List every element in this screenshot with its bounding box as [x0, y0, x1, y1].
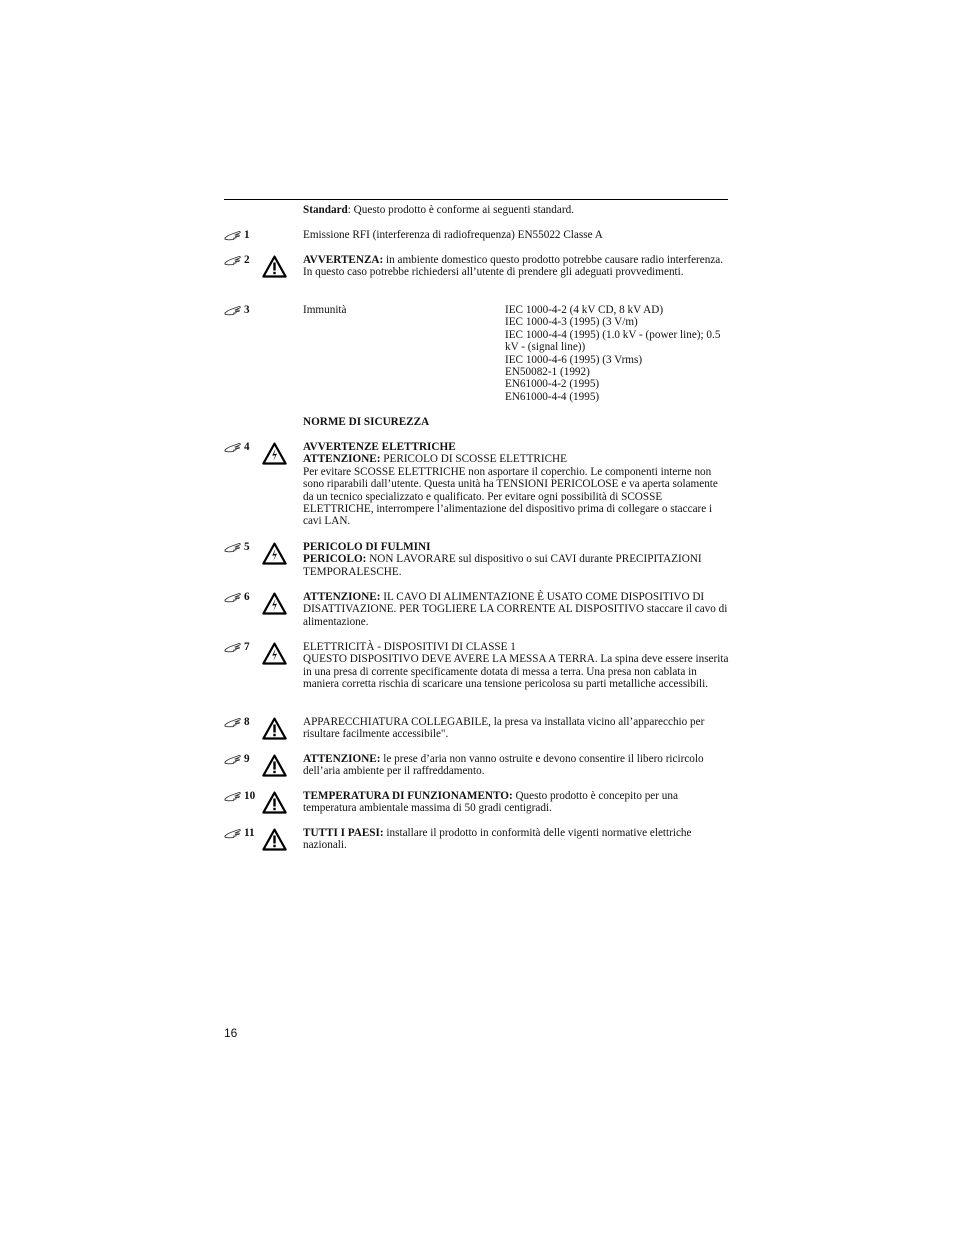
- standard-entry: EN61000-4-4 (1995): [505, 390, 600, 403]
- standards-intro: [224, 204, 730, 229]
- pointing-hand-icon: [224, 754, 241, 765]
- item-text: installare il prodotto in conformità delle vigenti normative elettriche nazionali.: [303, 827, 692, 852]
- item-text: Questo prodotto è concepito per una temperatura ambientale massima di 50 gradi centigradi.: [303, 790, 678, 815]
- list-item-2: [224, 254, 730, 304]
- list-item-6: [224, 591, 730, 641]
- list-item-5: [224, 541, 730, 591]
- item-text: Emissione RFI (interferenza di radiofrequenza) EN55022 Classe A: [303, 229, 603, 241]
- item-text: QUESTO DISPOSITIVO DEVE AVERE LA MESSA A TERRA. La spina deve essere inserita in una presa di corrente specificamente dotata di messa a terra. Una presa non cablata in maniera corretta rischia di scaricare una tensione pericolosa su parti metalliche accessibili.: [303, 653, 729, 691]
- section-heading: NORME DI SICUREZZA: [303, 416, 430, 428]
- item-subtitle: PERICOLO DI SCOSSE ELETTRICHE: [380, 453, 567, 466]
- list-item-11: [224, 827, 730, 864]
- list-item-7: [224, 641, 730, 716]
- item-title: ELETTRICITÀ - DISPOSITIVI DI CLASSE 1: [303, 641, 516, 653]
- list-item-8: [224, 716, 730, 753]
- pointing-hand-icon: [224, 828, 241, 839]
- item-text: APPARECCHIATURA COLLEGABILE, la presa va installata vicino all’apparecchio per risultare facilmente accessibile".: [303, 716, 705, 741]
- document-body: [224, 204, 730, 864]
- pointing-hand-icon: [224, 255, 241, 266]
- list-item-9: [224, 753, 730, 790]
- item-number: 9: [224, 753, 250, 765]
- warning-label: PERICOLO:: [303, 553, 367, 566]
- pointing-hand-icon: [224, 717, 241, 728]
- warning-label: AVVERTENZA:: [303, 254, 384, 266]
- pointing-hand-icon: [224, 642, 241, 653]
- electric-shock-warning-icon: [262, 642, 287, 665]
- safety-heading-row: [224, 416, 730, 441]
- item-text: NON LAVORARE sul dispositivo o sui CAVI durante PRECIPITAZIONI TEMPORALESCHE.: [303, 553, 702, 578]
- standard-entry: EN50082-1 (1992): [505, 366, 590, 379]
- standard-entry: IEC 1000-4-6 (1995) (3 Vrms): [505, 353, 643, 366]
- exclamation-warning-icon: [262, 791, 287, 814]
- item-number: 11: [224, 827, 255, 839]
- immunity-label: Immunità: [303, 304, 347, 316]
- page-number: 16: [224, 1026, 238, 1040]
- item-number: 7: [224, 641, 250, 653]
- standard-entry: IEC 1000-4-2 (4 kV CD, 8 kV AD): [505, 304, 664, 316]
- item-title: AVVERTENZE ELETTRICHE: [303, 441, 456, 453]
- list-item-3: [224, 304, 730, 416]
- item-text: IL CAVO DI ALIMENTAZIONE È USATO COME DISPOSITIVO DI DISATTIVAZIONE. PER TOGLIERE LA CORRENTE AL DISPOSITIVO staccare il cavo di alimentazione.: [303, 591, 728, 628]
- warning-label: TEMPERATURA DI FUNZIONAMENTO:: [303, 790, 513, 802]
- list-item-10: [224, 790, 730, 827]
- standard-entry: IEC 1000-4-4 (1995) (1.0 kV - (power line); 0.5 kV - (signal line)): [505, 328, 721, 354]
- item-number: 4: [224, 441, 250, 453]
- item-number: 5: [224, 541, 250, 553]
- exclamation-warning-icon: [262, 717, 287, 740]
- electric-shock-warning-icon: [262, 442, 287, 465]
- immunity-standards-list: [505, 304, 730, 403]
- standard-entry: EN61000-4-2 (1995): [505, 378, 600, 391]
- exclamation-warning-icon: [262, 255, 287, 278]
- list-item-1: [224, 229, 730, 254]
- item-title: PERICOLO DI FULMINI: [303, 541, 431, 553]
- pointing-hand-icon: [224, 230, 241, 241]
- electric-shock-warning-icon: [262, 592, 287, 615]
- standard-entry: IEC 1000-4-3 (1995) (3 V/m): [505, 316, 638, 329]
- item-text: le prese d’aria non vanno ostruite e devono consentire il libero ricircolo dell’aria ambiente per il raffreddamento.: [303, 753, 704, 778]
- exclamation-warning-icon: [262, 828, 287, 851]
- pointing-hand-icon: [224, 542, 241, 553]
- pointing-hand-icon: [224, 442, 241, 453]
- pointing-hand-icon: [224, 791, 241, 802]
- list-item-4: [224, 441, 730, 541]
- standard-label: Standard: [303, 204, 348, 216]
- warning-label: ATTENZIONE:: [303, 753, 381, 765]
- item-number: 10: [224, 790, 255, 802]
- top-rule: [224, 199, 728, 200]
- item-text: Per evitare SCOSSE ELETTRICHE non asportare il coperchio. Le componenti interne non sono riparabili dall’utente. Questa unità ha TENSIONI PERICOLOSE e va aperta solamente da un tecnico specializzato e qualificato. Per evitare ogni possibilità di SCOSSE ELETTRICHE, interrompere l’alimentazione del dispositivo prima di collegare o staccare i cavi LAN.: [303, 465, 718, 528]
- item-number: 3: [224, 304, 250, 316]
- exclamation-warning-icon: [262, 754, 287, 777]
- warning-label: ATTENZIONE:: [303, 591, 381, 603]
- warning-label: TUTTI I PAESI:: [303, 827, 384, 839]
- item-number: 1: [224, 229, 250, 241]
- standard-intro-text: : Questo prodotto è conforme ai seguenti standard.: [347, 204, 574, 216]
- electric-shock-warning-icon: [262, 542, 287, 565]
- item-number: 6: [224, 591, 250, 603]
- item-number: 2: [224, 254, 250, 266]
- pointing-hand-icon: [224, 305, 241, 316]
- item-text: in ambiente domestico questo prodotto potrebbe causare radio interferenza. In questo caso potrebbe richiedersi all’utente di prendere gli adeguati provvedimenti.: [303, 254, 724, 279]
- item-number: 8: [224, 716, 250, 728]
- warning-label: ATTENZIONE:: [303, 453, 381, 466]
- pointing-hand-icon: [224, 592, 241, 603]
